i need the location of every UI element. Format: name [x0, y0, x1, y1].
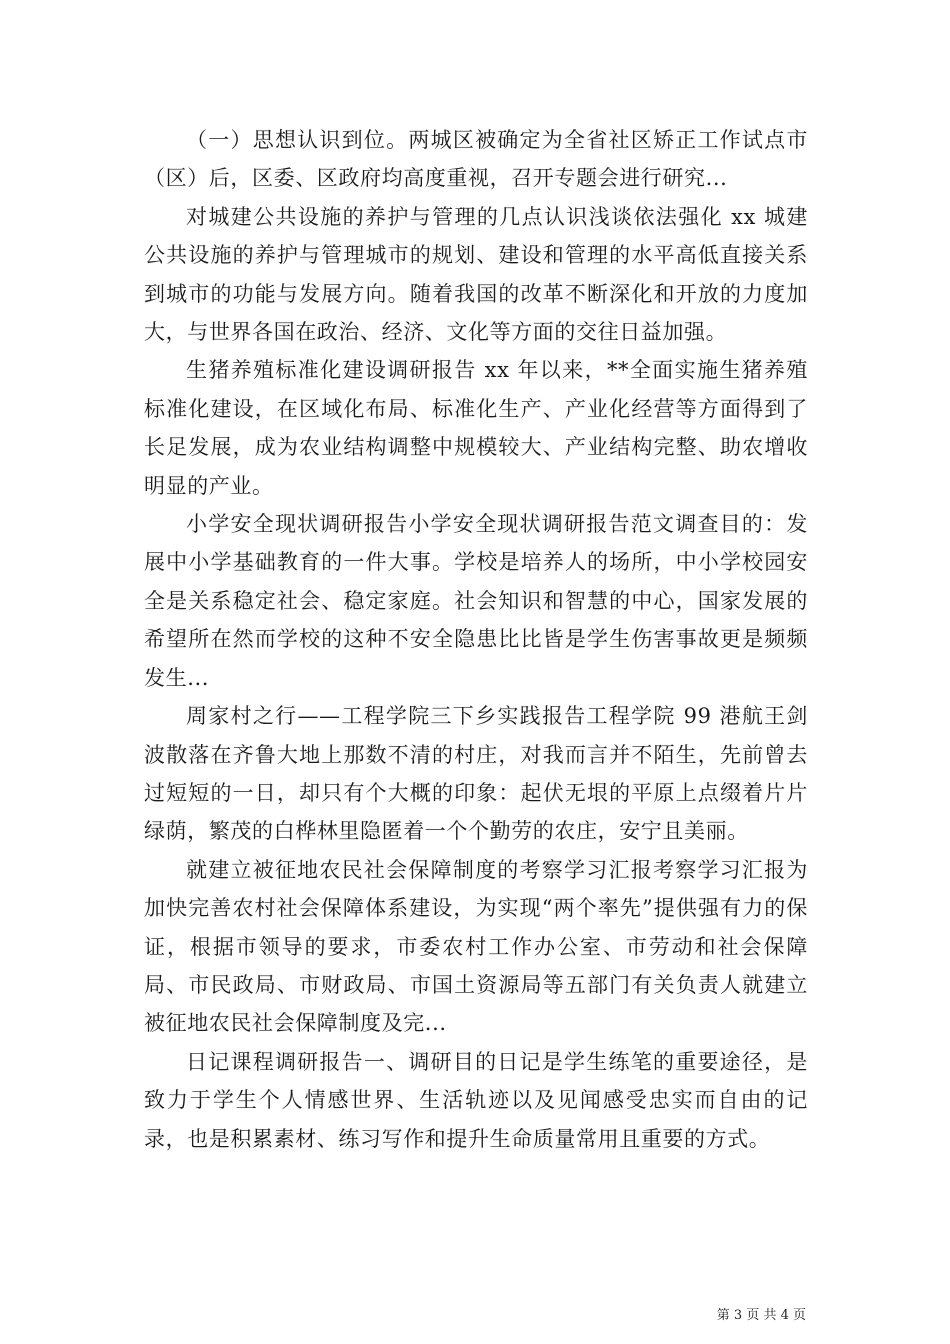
paragraph-pig-farming: 生猪养殖标准化建设调研报告 xx 年以来，**全面实施生猪养殖标准化建设，在区域化布局、标准化生产、产业化经营等方面得到了长足发展，成为农业结构调整中规模较大、产业结构完整、助农增收明显的产业。	[144, 358, 808, 498]
document-body	[144, 121, 808, 1158]
paragraph-school-safety: 小学安全现状调研报告小学安全现状调研报告范文调查目的：发展中小学基础教育的一件大事。学校是培养人的场所，中小学校园安全是关系稳定社会、稳定家庭。社会知识和智慧的中心，国家发展的希望所在然而学校的这种不安全隐患比比皆是学生伤害事故更是频频发生...	[144, 512, 808, 690]
paragraph-community-correction: （一）思想认识到位。两城区被确定为全省社区矫正工作试点市（区）后，区委、区政府均高度重视，召开专题会进行研究...	[144, 128, 808, 191]
paragraph-urban-facilities: 对城建公共设施的养护与管理的几点认识浅谈依法强化 xx 城建公共设施的养护与管理城市的规划、建设和管理的水平高低直接关系到城市的功能与发展方向。随着我国的改革不断深化和开放的力度加大，与世界各国在政治、经济、文化等方面的交往日益加强。	[144, 204, 808, 345]
page-number: 第 3 页 共 4 页	[716, 1308, 806, 1323]
paragraph-land-acquisition-insurance: 就建立被征地农民社会保障制度的考察学习汇报考察学习汇报为加快完善农村社会保障体系建设，为实现“两个率先”提供强有力的保证，根据市领导的要求，市委农村工作办公室、市劳动和社会保障局、市民政局、市财政局、市国土资源局等五部门有关负责人就建立被征地农民社会保障制度及完...	[144, 857, 808, 1036]
paragraph-diary-course: 日记课程调研报告一、调研目的日记是学生练笔的重要途径，是致力于学生个人情感世界、生活轨迹以及见闻感受忠实而自由的记录，也是积累素材、练习写作和提升生命质量常用且重要的方式。	[144, 1049, 808, 1151]
paragraph-zhoujia-village: 周家村之行——工程学院三下乡实践报告工程学院 99 港航王剑波散落在齐鲁大地上那数不清的村庄，对我而言并不陌生，先前曾去过短短的一日，却只有个大概的印象：起伏无垠的平原上点缀着片片绿荫，繁茂的白桦林里隐匿着一个个勤劳的农庄，安宁且美丽。	[144, 704, 808, 844]
